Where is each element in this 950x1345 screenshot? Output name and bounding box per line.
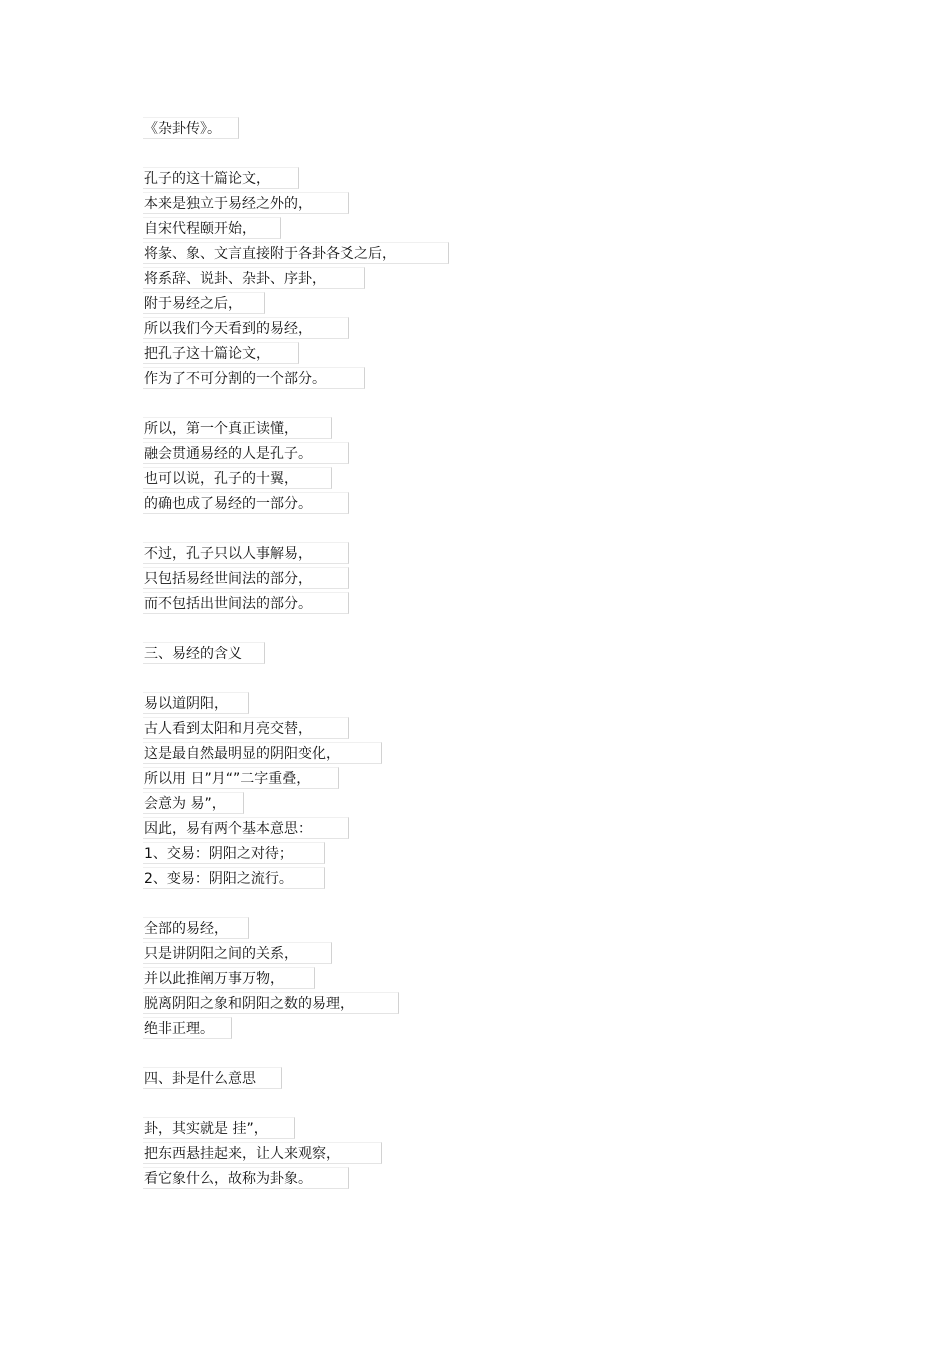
text-line: 2、变易：阴阳之流行。	[143, 867, 325, 889]
text-line: 融会贯通易经的人是孔子。	[143, 442, 349, 464]
text-line: 易以道阴阳，	[143, 692, 249, 714]
text-line: 看它象什么，故称为卦象。	[143, 1167, 349, 1189]
text-line: 这是最自然最明显的阴阳变化，	[143, 742, 382, 764]
text-line: 卦，其实就是 挂”，	[143, 1117, 295, 1139]
text-line: 本来是独立于易经之外的，	[143, 192, 349, 214]
text-line: 因此，易有两个基本意思：	[143, 817, 349, 839]
text-line: 只是讲阴阳之间的关系，	[143, 942, 332, 964]
text-line: 把孔子这十篇论文，	[143, 342, 299, 364]
section-heading: 四、卦是什么意思	[143, 1067, 282, 1089]
text-line: 并以此推阐万事万物，	[143, 967, 315, 989]
text-line: 附于易经之后，	[143, 292, 265, 314]
section-heading: 三、易经的含义	[143, 642, 265, 664]
text-line: 只包括易经世间法的部分，	[143, 567, 349, 589]
text-line: 1、交易：阴阳之对待；	[143, 842, 325, 864]
text-line: 孔子的这十篇论文，	[143, 167, 299, 189]
text-line: 全部的易经，	[143, 917, 249, 939]
text-line: 所以，第一个真正读懂，	[143, 417, 332, 439]
text-line: 绝非正理。	[143, 1017, 232, 1039]
text-line: 将系辞、说卦、杂卦、序卦，	[143, 267, 365, 289]
text-line: 而不包括出世间法的部分。	[143, 592, 349, 614]
text-line: 作为了不可分割的一个部分。	[143, 367, 365, 389]
text-line: 脱离阴阳之象和阴阳之数的易理，	[143, 992, 399, 1014]
text-line: 《杂卦传》。	[143, 117, 239, 139]
text-line: 也可以说，孔子的十翼，	[143, 467, 332, 489]
text-line: 把东西悬挂起来，让人来观察，	[143, 1142, 382, 1164]
text-line: 自宋代程颐开始，	[143, 217, 281, 239]
text-line: 所以用 日”月“”二字重叠，	[143, 767, 339, 789]
text-line: 将彖、象、文言直接附于各卦各爻之后，	[143, 242, 449, 264]
text-line: 不过，孔子只以人事解易，	[143, 542, 349, 564]
text-line: 所以我们今天看到的易经，	[143, 317, 349, 339]
text-line: 的确也成了易经的一部分。	[143, 492, 349, 514]
text-line: 古人看到太阳和月亮交替，	[143, 717, 349, 739]
text-line: 会意为 易”，	[143, 792, 244, 814]
